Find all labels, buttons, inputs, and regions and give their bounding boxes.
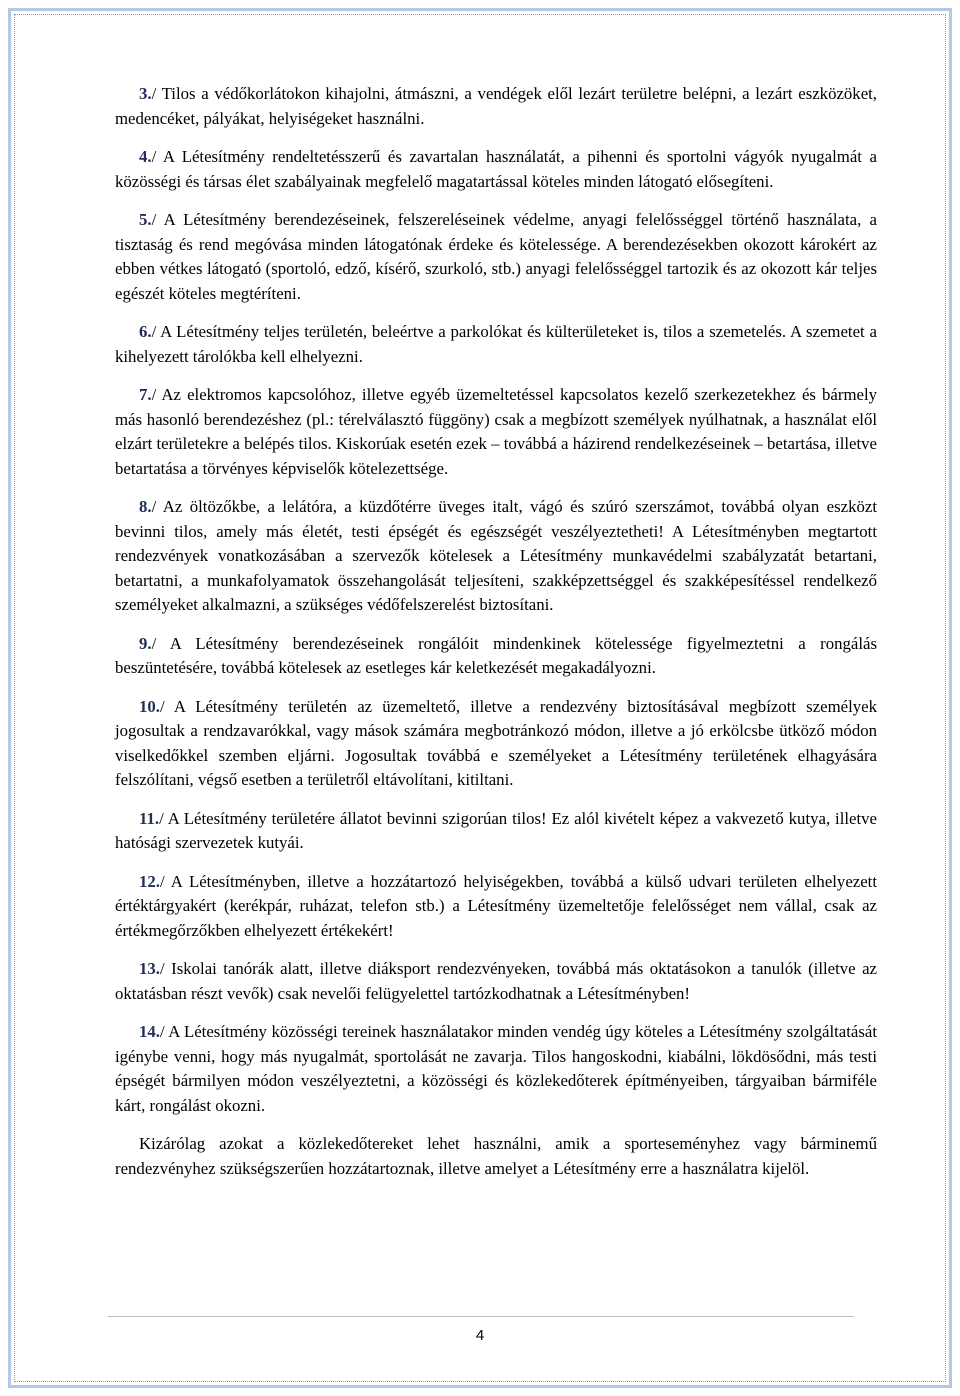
paragraph-text: / A Létesítmény berendezéseinek rongálóit mindenkinek kötelessége figyelmeztetni a rongálás beszüntetésére, továbbá kötelesek az esetleges kár keletkezését megakadályozni. (115, 633, 877, 677)
paragraph-number: 11. (139, 808, 160, 828)
paragraph-text: / A Létesítményben, illetve a hozzátartozó helyiségekben, továbbá a külső udvari területen elhelyezett értéktárgyakért (kerékpár, ruházat, telefon stb.) a Létesítmény üzemeltetője felelősséget nem vállal, csak az értékmegőrzőkben elhelyezett értékekért! (115, 871, 877, 940)
paragraph-number: 3. (139, 84, 152, 103)
paragraph-number: 13. (139, 959, 160, 978)
footer-divider (108, 1316, 854, 1317)
paragraph-text: / A Létesítmény területére állatot bevinni szigorúan tilos! Ez alól kivételt képez a vakvezető kutya, illetve hatósági szervezetek kutyái. (115, 808, 877, 852)
paragraph-text: / A Létesítmény teljes területén, beleértve a parkolókat és külterületeket is, tilos a szemetelés. A szemetet a kihelyezett tárolókba kell elhelyezni. (115, 322, 877, 366)
paragraph-text: / Az elektromos kapcsolóhoz, illetve egyéb üzemeltetéssel kapcsolatos kezelő szerkezetekhez és bármely más hasonló berendezéshez (pl.: térelválasztó függöny) csak a megbízott személyek nyúlhatnak, a használat elől elzárt területekre a belépés tilos. Kiskorúak esetén ezek – továbbá a házirend rendelkezéseinek – betartása, illetve betartatása a törvényes képviselők kötelezettsége. (115, 385, 877, 478)
paragraph-closing (115, 1132, 877, 1181)
paragraph-11 (115, 807, 877, 856)
paragraph-6 (115, 320, 877, 369)
paragraph-7 (115, 383, 877, 481)
paragraph-9 (115, 632, 877, 681)
paragraph-12 (115, 870, 877, 944)
paragraph-number: 8. (139, 497, 152, 516)
paragraph-5 (115, 208, 877, 306)
paragraph-text: / Az öltözőkbe, a lelátóra, a küzdőtérre üveges italt, vágó és szúró szerszámot, továbbá olyan eszközt bevinni tilos, amely más életét, testi épségét és egészségét veszélyeztetheti! A Létesítményben megtartott rendezvények vonatkozásában a szervezők kötelesek a Létesítmény munkavédelmi szabályzatát betartani, betartatni, a munkafolyamatok összehangolását teljesíteni, szakképzettséggel és szakképesítéssel rendelkező személyeket alkalmazni, a szükséges védőfelszerelést biztosítani. (115, 497, 877, 614)
paragraph-text: / A Létesítmény területén az üzemeltető, illetve a rendezvény biztosításával megbízott személyek jogosultak a rendzavarókkal, vagy mások számára megbotránkozó módon, illetve a jó erkölcsbe ütköző módon viselkedőkkel szemben eljárni. Jogosultak továbbá e személyeket a Létesítmény területének elhagyására felszólítani, végső esetben a területről eltávolítani, kitiltani. (115, 696, 877, 789)
paragraph-13 (115, 957, 877, 1006)
paragraph-number: 9. (139, 633, 152, 653)
page-number: 4 (475, 1327, 485, 1344)
paragraph-number: 12. (139, 871, 160, 891)
paragraph-text: / A Létesítmény rendeltetésszerű és zavartalan használatát, a pihenni és sportolni vágyók nyugalmát a közösségi és társas élet szabályainak megfelelő magatartással köteles minden látogató elősegíteni. (115, 147, 877, 191)
paragraph-number: 10. (139, 696, 160, 716)
paragraph-text: / A Létesítmény berendezéseinek, felszereléseinek védelme, anyagi felelősséggel történő használata, a tisztaság és rend megóvása minden látogatónak érdeke és kötelessége. A berendezésekben okozott károkért az ebben vétkes látogató (sportoló, edző, kísérő, szurkoló, stb.) anyagi felelősséggel tartozik és az okozott kár teljes egészét köteles megtéríteni. (115, 210, 877, 303)
paragraph-text: / A Létesítmény közösségi tereinek használatakor minden vendég úgy köteles a Létesítmény szolgáltatását igénybe venni, hogy más nyugalmát, sportolását ne zavarja. Tilos hangoskodni, kiabálni, lökdösődni, más testi épségét bármilyen módon veszélyeztetni, a közösségi és közlekedőterek építményeiben, tárgyaiban bármiféle kárt, rongálást okozni. (115, 1022, 877, 1115)
paragraph-number: 7. (139, 385, 152, 404)
paragraph-text: Kizárólag azokat a közlekedőtereket lehet használni, amik a sporteseményhez vagy bárminemű rendezvényhez szükségszerűen hozzátartoznak, illetve amelyet a Létesítmény erre a használatra kijelöl. (115, 1134, 877, 1178)
paragraph-text: / Tilos a védőkorlátokon kihajolni, átmászni, a vendégek elől lezárt területre belépni, a lezárt eszközöket, medencéket, pályákat, helyiségeket használni. (115, 84, 877, 128)
paragraph-8 (115, 495, 877, 618)
paragraph-10 (115, 695, 877, 793)
paragraph-number: 6. (139, 322, 152, 341)
paragraph-text: / Iskolai tanórák alatt, illetve diáksport rendezvényeken, továbbá más oktatásokon a tanulók (illetve az oktatásban részt vevők) csak nevelői felügyelettel tartózkodhatnak a Létesítményben! (115, 959, 877, 1003)
document-body (115, 82, 877, 1195)
paragraph-3 (115, 82, 877, 131)
paragraph-4 (115, 145, 877, 194)
paragraph-number: 4. (139, 147, 152, 166)
paragraph-number: 5. (139, 210, 152, 229)
paragraph-14 (115, 1020, 877, 1118)
paragraph-number: 14. (139, 1022, 160, 1041)
